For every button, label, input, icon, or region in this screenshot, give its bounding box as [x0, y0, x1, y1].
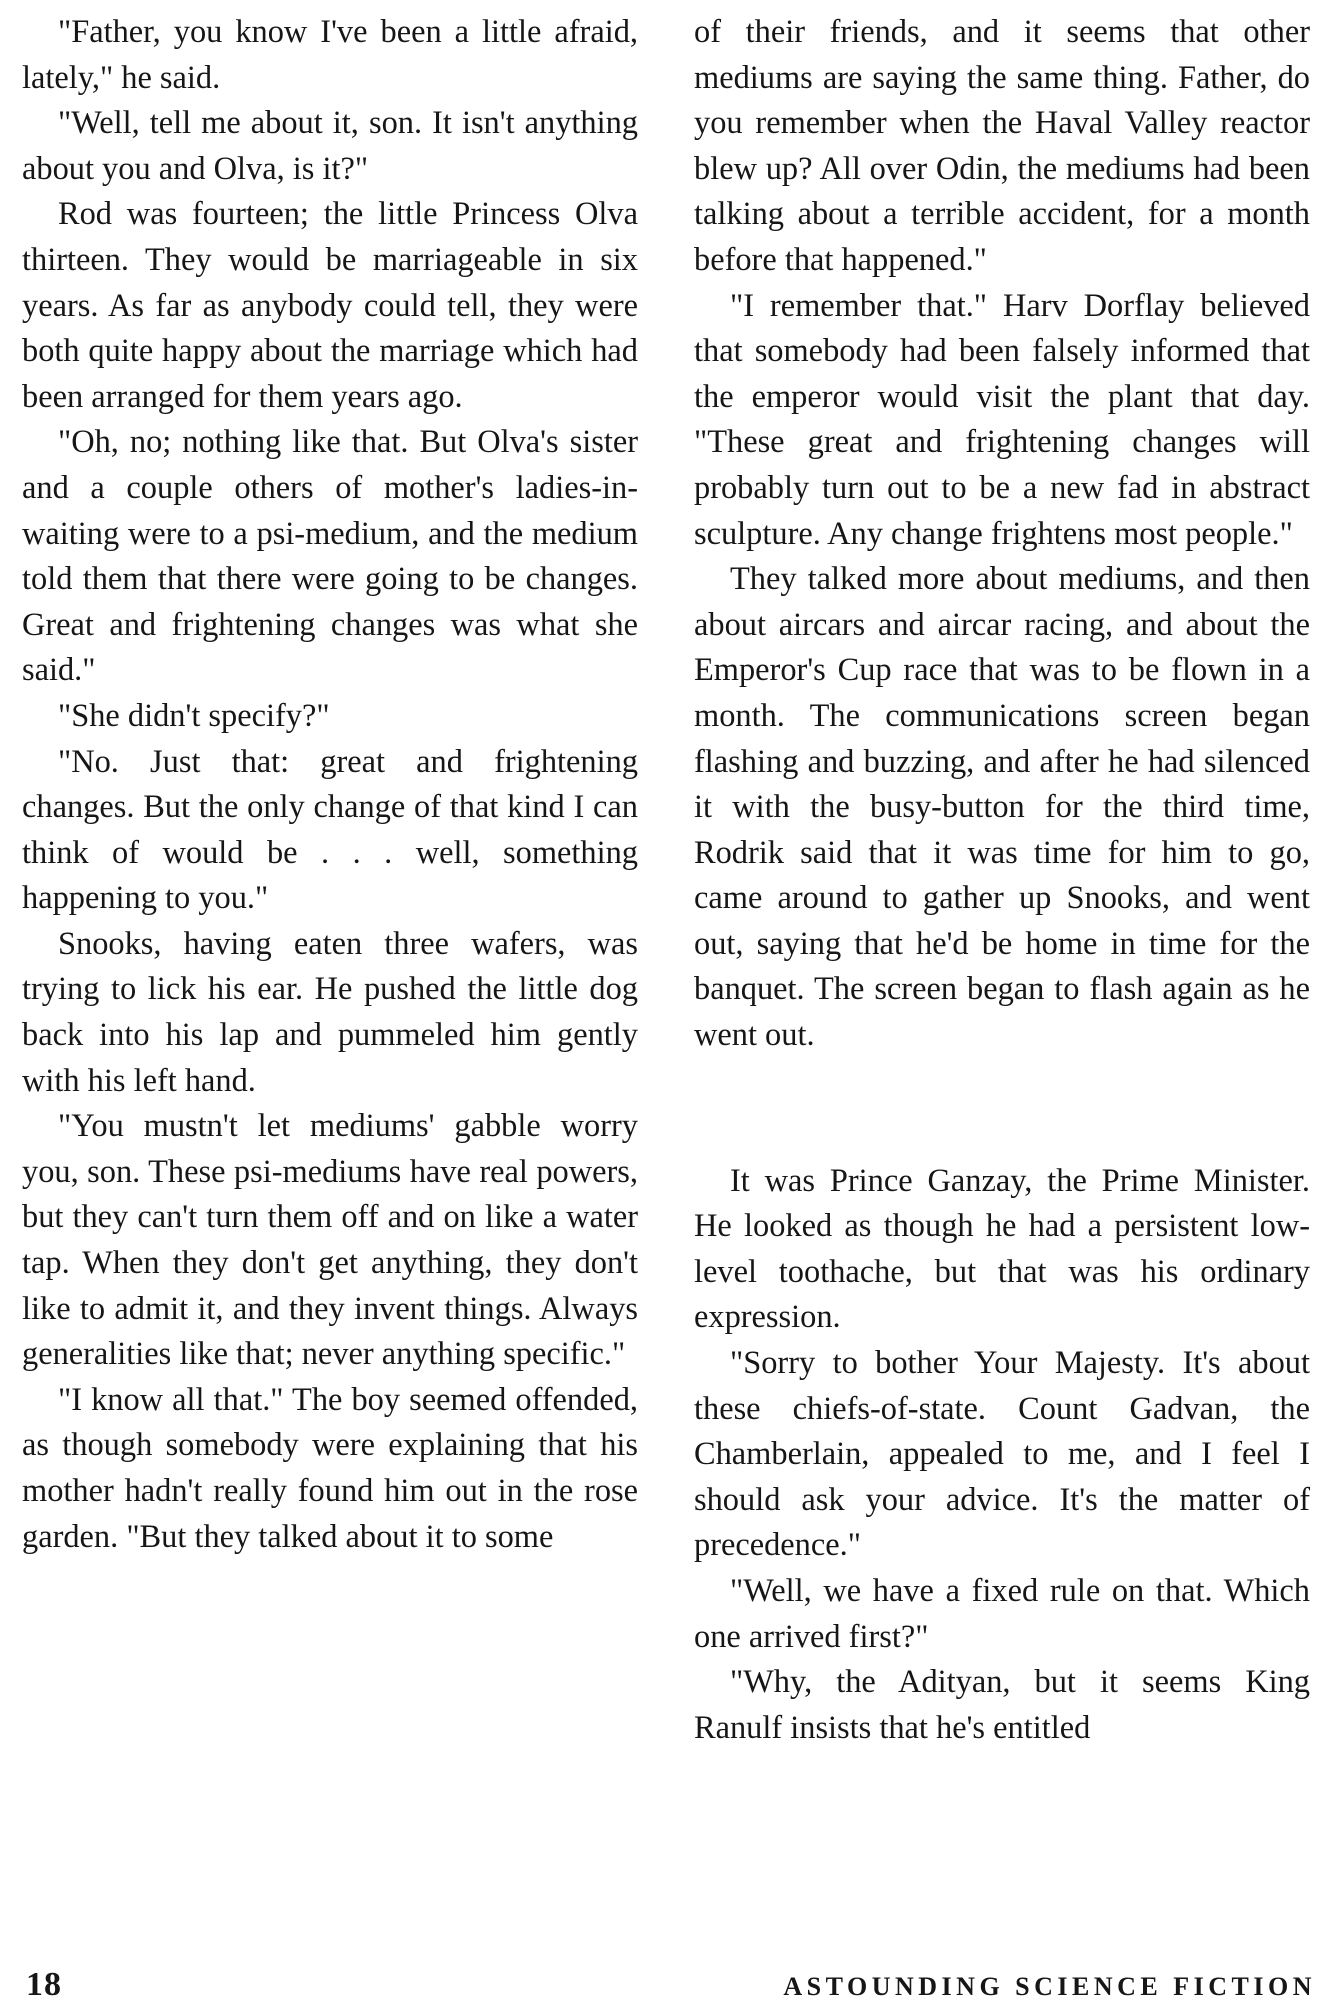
section-break [694, 1059, 1310, 1159]
paragraph: "Well, tell me about it, son. It isn't anything about you and Olva, is it?" [22, 105, 638, 187]
paragraph: "Father, you know I've been a little afraid, lately," he said. [22, 14, 638, 96]
page-number: 18 [26, 1966, 62, 2003]
paragraph: "Sorry to bother Your Majesty. It's about these chiefs-of-state. Count Gadvan, the Chamberlain, appealed to me, and I feel I should ask your advice. It's the matter of precedence." [694, 1345, 1310, 1564]
paragraph: It was Prince Ganzay, the Prime Minister. He looked as though he had a persistent low-level toothache, but that was his ordinary expression. [694, 1162, 1310, 1336]
paragraph: Snooks, having eaten three wafers, was trying to lick his ear. He pushed the little dog back into his lap and pummeled him gently with his left hand. [22, 925, 638, 1099]
paragraph: They talked more about mediums, and then about aircars and aircar racing, and about the Emperor's Cup race that was to be flown in a month. The communications screen began flashing and buzzing, and after he had silenced it with the busy-button for the third time, Rodrik said that it was time for him to go, came around to gather up Snooks, and went out, saying that he'd be home in time for the banquet. The screen began to flash again as he went out. [694, 561, 1310, 1054]
paragraph: "I know all that." The boy seemed offended, as though somebody were explaining that his mother hadn't really found him out in the rose garden. "But they talked about it to some [22, 1381, 638, 1555]
running-footer-title: ASTOUNDING SCIENCE FICTION [783, 1972, 1316, 2001]
paragraph: "Why, the Adityan, but it seems King Ranulf insists that he's entitled [694, 1664, 1310, 1746]
paragraph: "She didn't specify?" [58, 697, 330, 734]
paragraph: "You mustn't let mediums' gabble worry you, son. These psi-mediums have real powers, but they can't turn them off and on like a water tap. When they don't get anything, they don't like to admit it, and they invent things. Always generalities like that; never anything specific." [22, 1108, 638, 1373]
paragraph: of their friends, and it seems that other mediums are saying the same thing. Father, do you remember when the Haval Valley reactor blew up? All over Odin, the mediums had been talking about a terrible accident, for a month before that happened." [694, 14, 1310, 278]
paragraph: "Oh, no; nothing like that. But Olva's sister and a couple others of mother's ladies-in-waiting were to a psi-medium, and the medium told them that there were going to be changes. Great and frightening changes was what she said." [22, 424, 638, 689]
paragraph: "Well, we have a fixed rule on that. Which one arrived first?" [694, 1573, 1310, 1655]
paragraph: "No. Just that: great and frightening changes. But the only change of that kind I can think of would be . . . well, something happening to you." [22, 743, 638, 917]
paragraph: Rod was fourteen; the little Princess Olva thirteen. They would be marriageable in six years. As far as anybody could tell, they were both quite happy about the marriage which had been arranged for them years ago. [22, 196, 638, 415]
left-column [22, 10, 638, 1560]
paragraph: "I remember that." Harv Dorflay believed that somebody had been falsely informed that the emperor would visit the plant that day. "These great and frightening changes will probably turn out to be a new fad in abstract sculpture. Any change frightens most people." [694, 287, 1310, 552]
right-column [694, 10, 1310, 1751]
